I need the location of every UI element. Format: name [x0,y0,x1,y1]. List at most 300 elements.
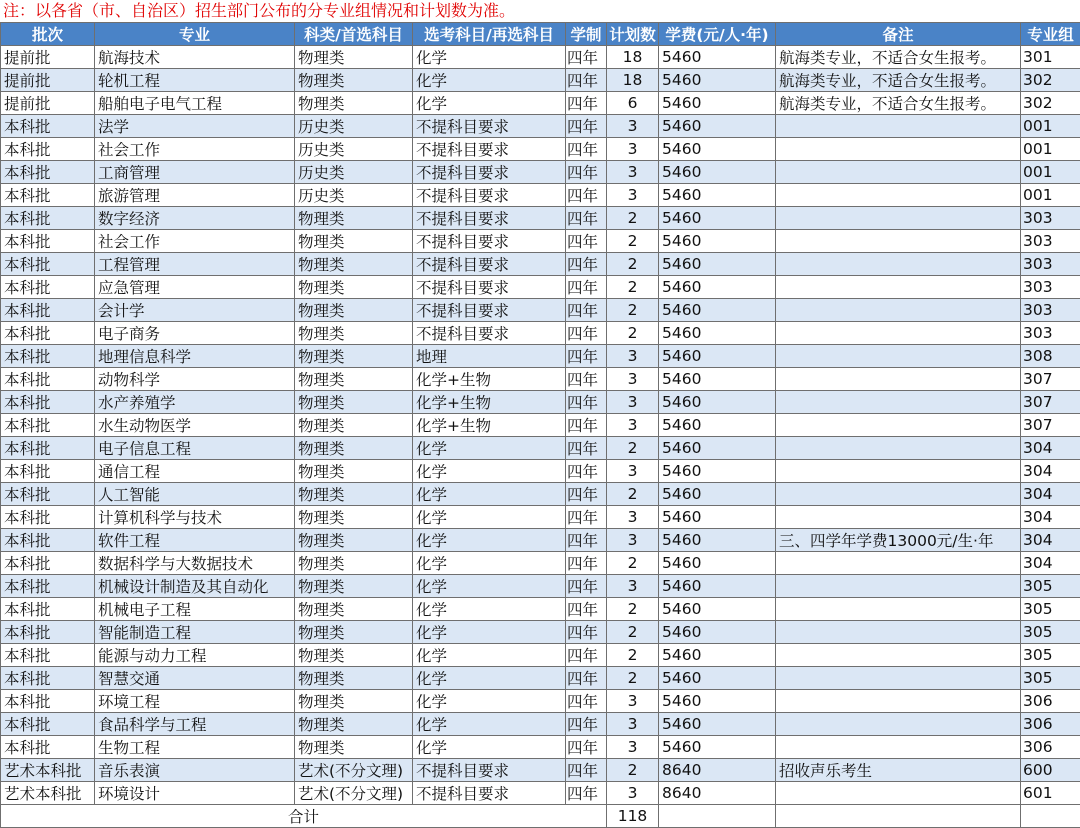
cell-subject1: 历史类 [295,115,413,138]
cell-fee: 5460 [659,414,776,437]
cell-years: 四年 [566,322,607,345]
cell-subject1: 物理类 [295,460,413,483]
cell-subject1: 物理类 [295,253,413,276]
cell-major: 机械设计制造及其自动化 [95,575,295,598]
cell-plan: 2 [607,253,659,276]
cell-remark [776,460,1021,483]
cell-batch: 本科批 [1,598,95,621]
cell-subject1: 物理类 [295,506,413,529]
cell-remark [776,230,1021,253]
cell-major: 电子商务 [95,322,295,345]
cell-years: 四年 [566,368,607,391]
cell-years: 四年 [566,69,607,92]
cell-remark [776,253,1021,276]
cell-plan: 3 [607,575,659,598]
cell-batch: 本科批 [1,529,95,552]
cell-remark [776,207,1021,230]
cell-plan: 3 [607,115,659,138]
table-row [1,736,1080,759]
cell-remark [776,621,1021,644]
cell-remark [776,575,1021,598]
cell-plan: 3 [607,782,659,805]
table-row [1,230,1080,253]
cell-group: 305 [1021,644,1080,667]
cell-remark [776,506,1021,529]
cell-subject2: 不提科目要求 [413,276,566,299]
cell-years: 四年 [566,276,607,299]
table-row [1,345,1080,368]
cell-years: 四年 [566,529,607,552]
cell-plan: 3 [607,161,659,184]
cell-subject1: 物理类 [295,46,413,69]
cell-batch: 本科批 [1,345,95,368]
cell-fee: 5460 [659,644,776,667]
table-row [1,253,1080,276]
cell-remark [776,736,1021,759]
table-footer [1,805,1080,828]
cell-fee: 5460 [659,161,776,184]
cell-years: 四年 [566,483,607,506]
cell-plan: 3 [607,138,659,161]
cell-subject1: 物理类 [295,713,413,736]
cell-plan: 2 [607,598,659,621]
cell-group: 307 [1021,391,1080,414]
table-row [1,621,1080,644]
cell-group: 304 [1021,483,1080,506]
cell-group: 303 [1021,322,1080,345]
cell-major: 机械电子工程 [95,598,295,621]
cell-remark [776,299,1021,322]
cell-subject2: 化学 [413,621,566,644]
cell-subject2: 不提科目要求 [413,161,566,184]
cell-group: 304 [1021,529,1080,552]
cell-group: 307 [1021,414,1080,437]
cell-batch: 本科批 [1,667,95,690]
cell-fee: 5460 [659,529,776,552]
cell-remark [776,552,1021,575]
cell-subject1: 物理类 [295,207,413,230]
cell-major: 软件工程 [95,529,295,552]
cell-major: 环境设计 [95,782,295,805]
cell-subject1: 物理类 [295,667,413,690]
cell-remark [776,115,1021,138]
cell-batch: 提前批 [1,92,95,115]
cell-subject2: 化学 [413,713,566,736]
cell-plan: 3 [607,460,659,483]
cell-fee: 5460 [659,115,776,138]
table-row [1,506,1080,529]
cell-group: 302 [1021,92,1080,115]
header-group: 专业组 [1021,23,1080,46]
cell-fee: 5460 [659,575,776,598]
cell-remark: 招收声乐考生 [776,759,1021,782]
cell-subject1: 物理类 [295,621,413,644]
table-row [1,69,1080,92]
cell-years: 四年 [566,667,607,690]
table-row [1,184,1080,207]
cell-years: 四年 [566,621,607,644]
cell-years: 四年 [566,506,607,529]
table-row [1,207,1080,230]
cell-plan: 3 [607,529,659,552]
total-group-empty [1021,805,1080,828]
cell-fee: 5460 [659,598,776,621]
cell-batch: 本科批 [1,575,95,598]
cell-subject2: 化学 [413,690,566,713]
cell-remark [776,483,1021,506]
total-fee-empty [659,805,776,828]
cell-major: 社会工作 [95,230,295,253]
cell-batch: 本科批 [1,368,95,391]
cell-plan: 2 [607,207,659,230]
cell-remark [776,644,1021,667]
cell-batch: 本科批 [1,115,95,138]
cell-subject2: 化学 [413,575,566,598]
cell-fee: 5460 [659,736,776,759]
table-row [1,644,1080,667]
cell-group: 305 [1021,598,1080,621]
cell-batch: 本科批 [1,736,95,759]
cell-remark [776,368,1021,391]
cell-group: 308 [1021,345,1080,368]
cell-remark [776,276,1021,299]
header-remark: 备注 [776,23,1021,46]
cell-years: 四年 [566,230,607,253]
cell-fee: 8640 [659,759,776,782]
cell-subject1: 物理类 [295,644,413,667]
cell-years: 四年 [566,644,607,667]
cell-batch: 本科批 [1,299,95,322]
cell-major: 环境工程 [95,690,295,713]
cell-group: 305 [1021,575,1080,598]
cell-group: 303 [1021,207,1080,230]
cell-major: 应急管理 [95,276,295,299]
cell-batch: 本科批 [1,506,95,529]
cell-fee: 5460 [659,345,776,368]
cell-batch: 本科批 [1,713,95,736]
cell-subject2: 化学 [413,69,566,92]
cell-major: 数字经济 [95,207,295,230]
cell-plan: 2 [607,437,659,460]
cell-subject2: 化学 [413,644,566,667]
cell-plan: 6 [607,92,659,115]
cell-group: 304 [1021,437,1080,460]
cell-years: 四年 [566,184,607,207]
cell-batch: 本科批 [1,391,95,414]
table-row [1,276,1080,299]
cell-group: 001 [1021,115,1080,138]
cell-subject1: 物理类 [295,322,413,345]
table-row [1,575,1080,598]
table-row [1,322,1080,345]
table-body [1,46,1080,805]
cell-plan: 2 [607,276,659,299]
cell-group: 304 [1021,552,1080,575]
cell-fee: 5460 [659,667,776,690]
table-row [1,713,1080,736]
cell-major: 数据科学与大数据技术 [95,552,295,575]
cell-group: 305 [1021,621,1080,644]
cell-group: 304 [1021,506,1080,529]
cell-years: 四年 [566,391,607,414]
cell-subject1: 历史类 [295,184,413,207]
cell-subject2: 不提科目要求 [413,184,566,207]
cell-major: 航海技术 [95,46,295,69]
cell-subject2: 化学 [413,736,566,759]
cell-group: 306 [1021,736,1080,759]
table-row [1,529,1080,552]
table-row [1,782,1080,805]
cell-subject2: 化学 [413,506,566,529]
cell-batch: 本科批 [1,322,95,345]
cell-plan: 18 [607,69,659,92]
cell-batch: 本科批 [1,414,95,437]
cell-major: 船舶电子电气工程 [95,92,295,115]
table-row [1,460,1080,483]
cell-plan: 2 [607,667,659,690]
cell-batch: 本科批 [1,621,95,644]
cell-years: 四年 [566,92,607,115]
cell-subject1: 物理类 [295,276,413,299]
cell-major: 智慧交通 [95,667,295,690]
cell-subject2: 化学+生物 [413,391,566,414]
cell-plan: 2 [607,322,659,345]
cell-major: 通信工程 [95,460,295,483]
cell-years: 四年 [566,598,607,621]
cell-subject1: 物理类 [295,414,413,437]
cell-fee: 5460 [659,552,776,575]
table-row [1,759,1080,782]
cell-batch: 艺术本科批 [1,759,95,782]
cell-fee: 5460 [659,690,776,713]
cell-subject2: 化学 [413,598,566,621]
cell-batch: 本科批 [1,644,95,667]
cell-years: 四年 [566,161,607,184]
cell-major: 水生动物医学 [95,414,295,437]
cell-major: 水产养殖学 [95,391,295,414]
cell-major: 计算机科学与技术 [95,506,295,529]
cell-subject2: 化学+生物 [413,414,566,437]
cell-subject2: 不提科目要求 [413,253,566,276]
cell-major: 食品科学与工程 [95,713,295,736]
cell-years: 四年 [566,713,607,736]
cell-remark [776,161,1021,184]
cell-major: 工商管理 [95,161,295,184]
table-row [1,667,1080,690]
cell-years: 四年 [566,460,607,483]
cell-major: 地理信息科学 [95,345,295,368]
table-header [1,23,1080,46]
cell-years: 四年 [566,345,607,368]
cell-remark: 航海类专业，不适合女生报考。 [776,46,1021,69]
cell-group: 303 [1021,230,1080,253]
table-note: 注：以各省（市、自治区）招生部门公布的分专业组情况和计划数为准。 [0,0,1080,22]
cell-major: 动物科学 [95,368,295,391]
cell-subject1: 历史类 [295,161,413,184]
cell-major: 音乐表演 [95,759,295,782]
cell-major: 能源与动力工程 [95,644,295,667]
cell-plan: 3 [607,736,659,759]
cell-remark [776,391,1021,414]
cell-plan: 2 [607,621,659,644]
cell-batch: 本科批 [1,230,95,253]
header-subject2: 选考科目/再选科目 [413,23,566,46]
cell-fee: 8640 [659,782,776,805]
cell-subject1: 物理类 [295,345,413,368]
cell-plan: 3 [607,345,659,368]
table-row [1,92,1080,115]
header-fee: 学费(元/人·年) [659,23,776,46]
cell-subject1: 艺术(不分文理) [295,759,413,782]
cell-fee: 5460 [659,184,776,207]
cell-subject2: 化学 [413,437,566,460]
cell-fee: 5460 [659,207,776,230]
cell-fee: 5460 [659,92,776,115]
cell-years: 四年 [566,138,607,161]
cell-years: 四年 [566,253,607,276]
cell-years: 四年 [566,782,607,805]
cell-years: 四年 [566,437,607,460]
total-label: 合计 [1,805,607,828]
cell-subject2: 不提科目要求 [413,322,566,345]
table-row [1,437,1080,460]
cell-subject1: 物理类 [295,736,413,759]
cell-plan: 3 [607,184,659,207]
cell-subject1: 物理类 [295,575,413,598]
cell-remark [776,713,1021,736]
cell-subject2: 化学 [413,483,566,506]
cell-batch: 艺术本科批 [1,782,95,805]
cell-subject2: 不提科目要求 [413,230,566,253]
cell-batch: 本科批 [1,552,95,575]
cell-remark [776,782,1021,805]
cell-plan: 2 [607,644,659,667]
table-row [1,483,1080,506]
cell-subject1: 历史类 [295,138,413,161]
cell-years: 四年 [566,575,607,598]
cell-remark [776,322,1021,345]
cell-plan: 2 [607,230,659,253]
cell-years: 四年 [566,759,607,782]
cell-group: 001 [1021,161,1080,184]
header-years: 学制 [566,23,607,46]
cell-fee: 5460 [659,138,776,161]
total-row [1,805,1080,828]
enrollment-plan-table [0,22,1080,828]
cell-subject1: 物理类 [295,483,413,506]
cell-subject1: 物理类 [295,552,413,575]
cell-subject1: 物理类 [295,368,413,391]
cell-group: 302 [1021,69,1080,92]
cell-major: 工程管理 [95,253,295,276]
cell-plan: 3 [607,506,659,529]
cell-batch: 本科批 [1,184,95,207]
cell-subject1: 物理类 [295,529,413,552]
cell-years: 四年 [566,207,607,230]
cell-subject1: 物理类 [295,92,413,115]
table-row [1,690,1080,713]
cell-plan: 2 [607,299,659,322]
cell-batch: 本科批 [1,253,95,276]
cell-fee: 5460 [659,253,776,276]
cell-batch: 提前批 [1,69,95,92]
cell-fee: 5460 [659,483,776,506]
cell-subject2: 不提科目要求 [413,782,566,805]
cell-major: 会计学 [95,299,295,322]
cell-group: 601 [1021,782,1080,805]
cell-group: 304 [1021,460,1080,483]
cell-plan: 3 [607,414,659,437]
cell-fee: 5460 [659,299,776,322]
cell-major: 人工智能 [95,483,295,506]
cell-years: 四年 [566,115,607,138]
cell-subject2: 不提科目要求 [413,207,566,230]
cell-batch: 本科批 [1,207,95,230]
cell-subject1: 物理类 [295,598,413,621]
cell-batch: 本科批 [1,690,95,713]
cell-major: 旅游管理 [95,184,295,207]
cell-batch: 本科批 [1,276,95,299]
cell-batch: 本科批 [1,483,95,506]
cell-batch: 本科批 [1,437,95,460]
cell-subject1: 物理类 [295,690,413,713]
cell-subject2: 不提科目要求 [413,759,566,782]
cell-remark [776,138,1021,161]
cell-subject2: 化学 [413,529,566,552]
cell-fee: 5460 [659,460,776,483]
cell-remark [776,690,1021,713]
cell-batch: 本科批 [1,138,95,161]
cell-subject2: 化学 [413,460,566,483]
cell-group: 600 [1021,759,1080,782]
table-row [1,598,1080,621]
cell-years: 四年 [566,299,607,322]
cell-group: 303 [1021,253,1080,276]
cell-subject1: 物理类 [295,391,413,414]
cell-major: 社会工作 [95,138,295,161]
cell-years: 四年 [566,736,607,759]
cell-group: 303 [1021,276,1080,299]
cell-major: 法学 [95,115,295,138]
cell-subject1: 物理类 [295,437,413,460]
cell-major: 生物工程 [95,736,295,759]
cell-fee: 5460 [659,276,776,299]
cell-batch: 提前批 [1,46,95,69]
table-row [1,368,1080,391]
header-plan: 计划数 [607,23,659,46]
cell-fee: 5460 [659,621,776,644]
header-major: 专业 [95,23,295,46]
cell-subject2: 化学+生物 [413,368,566,391]
header-row [1,23,1080,46]
cell-fee: 5460 [659,506,776,529]
cell-fee: 5460 [659,391,776,414]
cell-subject2: 不提科目要求 [413,115,566,138]
cell-plan: 3 [607,391,659,414]
total-plan: 118 [607,805,659,828]
cell-subject1: 物理类 [295,230,413,253]
cell-remark [776,414,1021,437]
cell-batch: 本科批 [1,161,95,184]
cell-fee: 5460 [659,46,776,69]
table-row [1,414,1080,437]
total-remark-empty [776,805,1021,828]
cell-subject2: 化学 [413,92,566,115]
cell-remark [776,598,1021,621]
cell-fee: 5460 [659,368,776,391]
cell-major: 轮机工程 [95,69,295,92]
cell-subject1: 物理类 [295,299,413,322]
